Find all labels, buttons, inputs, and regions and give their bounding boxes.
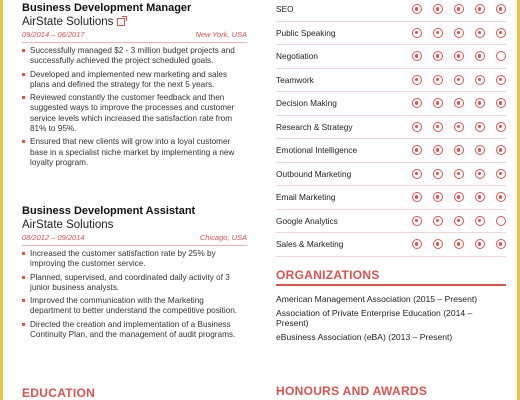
rating-dot-filled	[412, 4, 422, 14]
job-meta	[22, 30, 247, 40]
section-divider	[276, 284, 506, 286]
skill-rating	[412, 239, 506, 249]
honours-section	[276, 384, 506, 400]
rating-dot-filled	[433, 145, 443, 155]
company-name	[22, 15, 247, 29]
skill-row	[276, 210, 506, 234]
skill-name: Emotional Intelligence	[276, 145, 358, 156]
skill-name: Outbound Marketing	[276, 168, 352, 179]
rating-dot-filled	[454, 4, 464, 14]
rating-dot-filled	[412, 28, 422, 38]
skill-row	[276, 22, 506, 46]
skill-rating	[412, 192, 506, 202]
rating-dot-filled	[496, 192, 506, 202]
rating-dot-filled	[475, 145, 485, 155]
job-location: Chicago, USA	[199, 233, 247, 242]
skill-rating	[412, 122, 506, 132]
rating-dot-filled	[475, 122, 485, 132]
rating-dot-filled	[412, 216, 422, 226]
achievement-item: Ensured that new clients will grow into a loyal customer base in a specialist niche market by implementing a new loyalty program.	[22, 137, 247, 168]
rating-dot-filled	[475, 51, 485, 61]
skill-name: Google Analytics	[276, 215, 338, 226]
education-section	[22, 386, 247, 400]
rating-dot-filled	[412, 169, 422, 179]
rating-dot-filled	[475, 75, 485, 85]
skill-rating	[412, 75, 506, 85]
skill-rating	[412, 98, 506, 108]
company-label: AirState Solutions	[22, 16, 114, 28]
achievement-item: Planned, supervised, and coordinated daily activity of 3 junior business analysts.	[22, 273, 247, 294]
skill-row	[276, 92, 506, 116]
rating-dot-filled	[433, 239, 443, 249]
rating-dot-filled	[475, 239, 485, 249]
rating-dot-filled	[496, 239, 506, 249]
skill-row	[276, 139, 506, 163]
rating-dot-filled	[433, 98, 443, 108]
rating-dot-filled	[496, 145, 506, 155]
rating-dot-filled	[475, 98, 485, 108]
skill-name: Public Speaking	[276, 27, 336, 38]
rating-dot-filled	[454, 98, 464, 108]
rating-dot-filled	[454, 169, 464, 179]
rating-dot-filled	[412, 51, 422, 61]
rating-dot-filled	[433, 75, 443, 85]
skill-name: Decision Making	[276, 98, 337, 109]
rating-dot-filled	[454, 122, 464, 132]
company-label: AirState Solutions	[22, 219, 114, 231]
achievement-list	[22, 249, 247, 340]
rating-dot-filled	[433, 51, 443, 61]
achievement-list	[22, 46, 247, 168]
rating-dot-filled	[454, 28, 464, 38]
achievement-item: Successfully managed $2 - 3 million budget projects and successfully achieved the project scheduled goals.	[22, 46, 247, 67]
skill-row	[276, 163, 506, 187]
skill-rating	[412, 169, 506, 179]
rating-dot-empty	[496, 51, 506, 61]
rating-dot-filled	[475, 28, 485, 38]
rating-dot-filled	[475, 216, 485, 226]
skill-row	[276, 233, 506, 257]
skill-row	[276, 69, 506, 93]
organization-item: eBusiness Association (eBA) (2013 – Present)	[276, 331, 453, 342]
rating-dot-filled	[496, 122, 506, 132]
section-heading: EDUCATION	[22, 386, 96, 400]
rating-dot-filled	[454, 145, 464, 155]
skill-name: Negotiation	[276, 51, 318, 62]
job-dates: 08/2012 – 09/2014	[22, 233, 85, 242]
rating-dot-filled	[475, 192, 485, 202]
skill-name: SEO	[276, 4, 294, 15]
skill-name: Sales & Marketing	[276, 239, 344, 250]
rating-dot-filled	[412, 192, 422, 202]
skill-row	[276, 186, 506, 210]
rating-dot-filled	[475, 4, 485, 14]
rating-dot-filled	[433, 28, 443, 38]
rating-dot-filled	[475, 169, 485, 179]
skill-row	[276, 45, 506, 69]
skill-rating	[412, 4, 506, 14]
skill-rating	[412, 28, 506, 38]
rating-dot-filled	[433, 216, 443, 226]
rating-dot-filled	[454, 75, 464, 85]
rating-dot-filled	[433, 169, 443, 179]
rating-dot-filled	[454, 51, 464, 61]
rating-dot-filled	[433, 4, 443, 14]
rating-dot-filled	[496, 4, 506, 14]
skill-row	[276, 116, 506, 140]
rating-dot-empty	[496, 216, 506, 226]
achievement-item: Reviewed constantly the customer feedback and then suggested ways to improve the processes and customer service levels which increased the satisfaction rate from 81% to 95%.	[22, 93, 247, 134]
achievement-item: Developed and implemented new marketing and sales plans and defined the strategy for the next 5 years.	[22, 70, 247, 91]
skills-list	[276, 0, 506, 257]
rating-dot-filled	[454, 216, 464, 226]
achievement-item: Directed the creation and implementation of a Business Continuity Plan, and the management of audit programs.	[22, 320, 247, 341]
rating-dot-filled	[496, 169, 506, 179]
company-name	[22, 218, 247, 232]
organizations-section	[276, 268, 506, 345]
skill-name: Email Marketing	[276, 192, 336, 203]
job-location: New York, USA	[195, 30, 247, 39]
skill-rating	[412, 145, 506, 155]
job-dates: 09/2014 – 06/2017	[22, 30, 85, 39]
skill-name: Teamwork	[276, 74, 314, 85]
divider	[22, 245, 247, 246]
experience-entry	[22, 205, 247, 343]
organization-item: Association of Private Enterprise Education (2014 – Present)	[276, 307, 473, 328]
divider	[22, 42, 247, 43]
organization-item: American Management Association (2015 – Present)	[276, 294, 478, 304]
job-title: Business Development Manager	[22, 2, 192, 14]
rating-dot-filled	[433, 192, 443, 202]
rating-dot-filled	[433, 122, 443, 132]
rating-dot-filled	[496, 28, 506, 38]
job-meta	[22, 233, 247, 243]
rating-dot-filled	[496, 75, 506, 85]
rating-dot-filled	[412, 122, 422, 132]
job-title: Business Development Assistant	[22, 205, 196, 217]
organization-list	[276, 294, 506, 342]
skill-rating	[412, 216, 506, 226]
section-heading: ORGANIZATIONS	[276, 268, 380, 282]
rating-dot-filled	[496, 98, 506, 108]
external-link-icon[interactable]	[117, 18, 125, 26]
rating-dot-filled	[454, 239, 464, 249]
achievement-item: Increased the customer satisfaction rate by 25% by improving the customer service.	[22, 249, 247, 270]
section-heading: HONOURS AND AWARDS	[276, 384, 428, 398]
rating-dot-filled	[412, 145, 422, 155]
achievement-item: Improved the communication with the Marketing department to better understand the competitive position.	[22, 296, 247, 317]
skill-rating	[412, 51, 506, 61]
experience-entry	[22, 2, 247, 171]
rating-dot-filled	[412, 75, 422, 85]
skill-row	[276, 0, 506, 22]
rating-dot-filled	[412, 239, 422, 249]
rating-dot-filled	[454, 192, 464, 202]
skill-name: Research & Strategy	[276, 121, 353, 132]
rating-dot-filled	[412, 98, 422, 108]
